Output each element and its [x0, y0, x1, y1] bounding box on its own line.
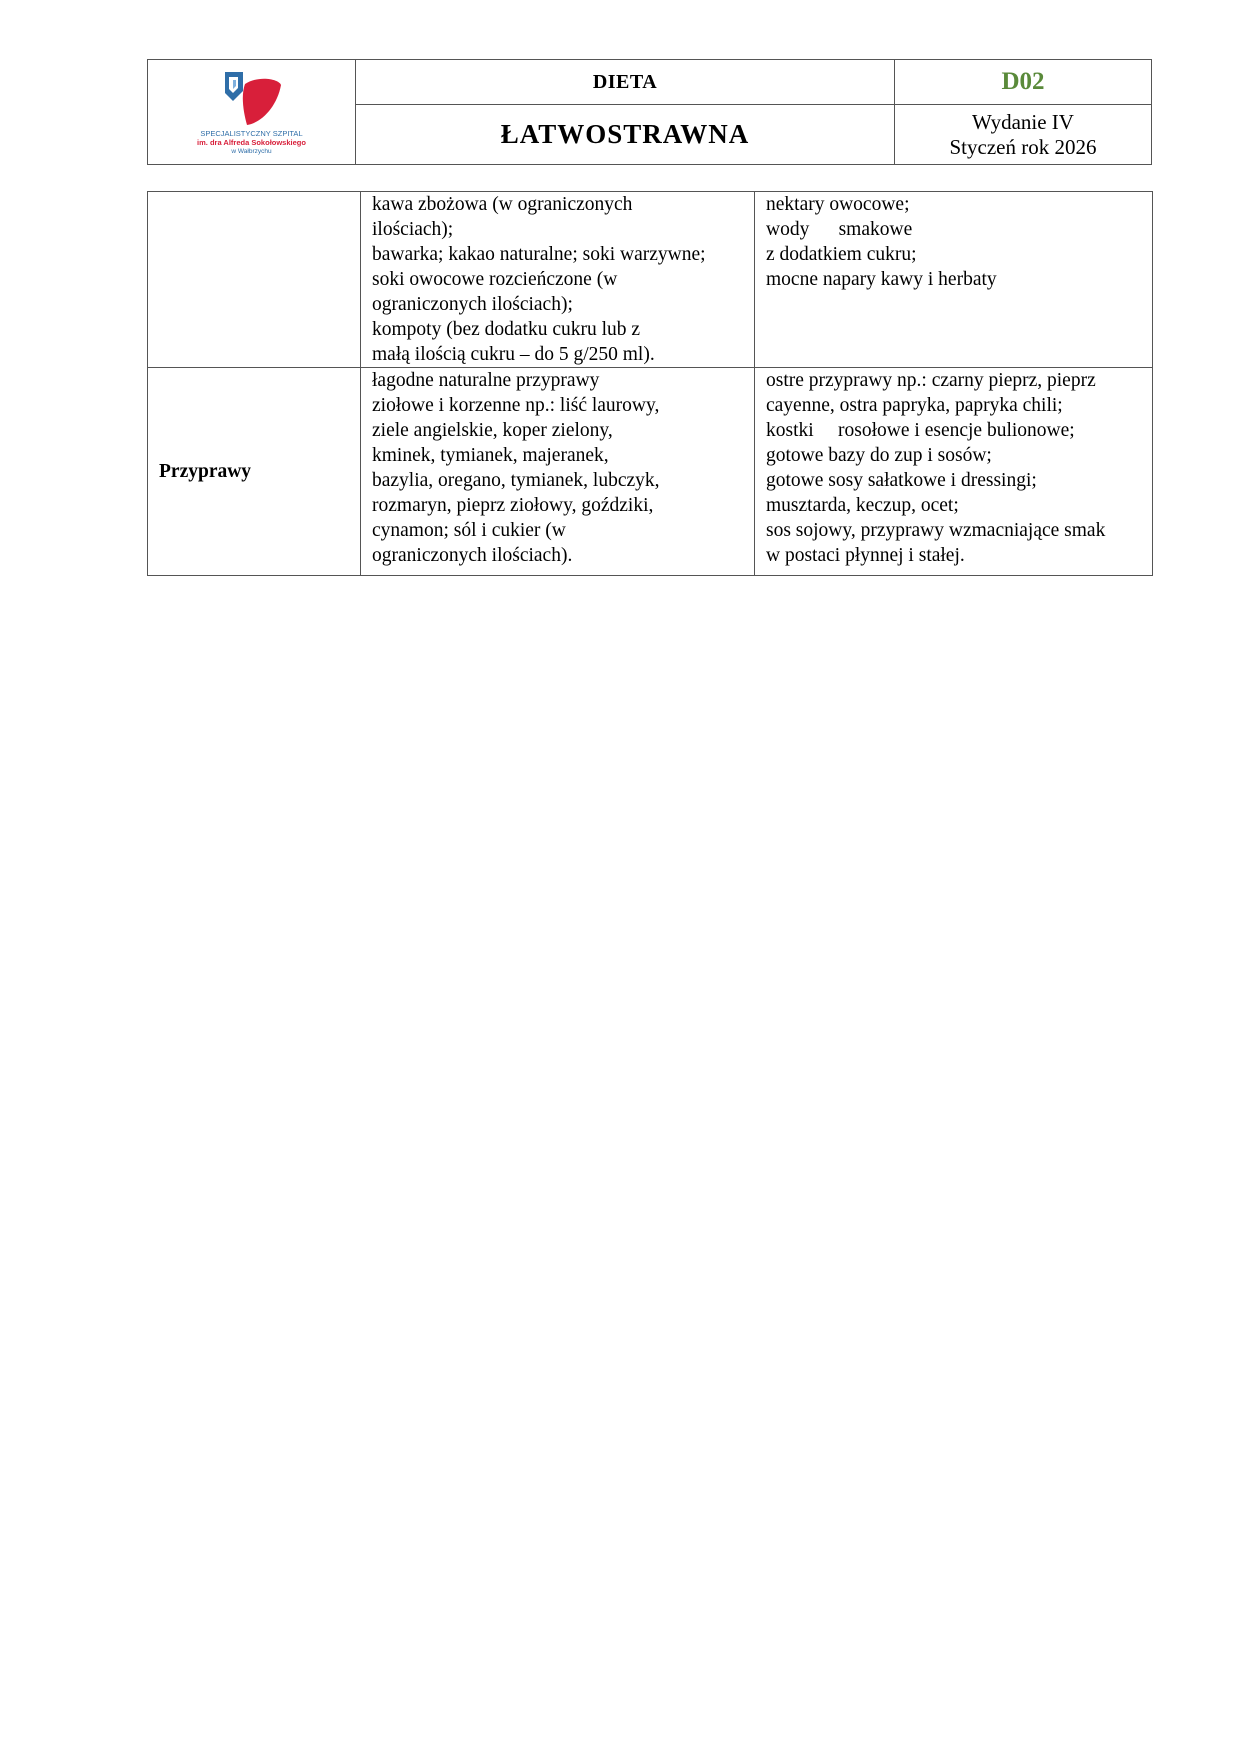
edition-number: Wydanie IV [972, 109, 1074, 134]
allowed-line: soki owocowe rozcieńczone (w [372, 269, 618, 290]
document-code: D02 [895, 60, 1152, 105]
diet-content-table [147, 191, 1153, 576]
forbidden-line: z dodatkiem cukru; [766, 244, 917, 265]
edition-date: Styczeń rok 2026 [949, 134, 1097, 159]
allowed-line: cynamon; sól i cukier (w [372, 520, 566, 541]
forbidden-line: ostre przyprawy np.: czarny pieprz, pieprz [766, 370, 1096, 391]
allowed-line: ograniczonych ilościach). [372, 545, 573, 566]
allowed-line: kawa zbożowa (w ograniczonych [372, 194, 633, 215]
forbidden-line: gotowe sosy sałatkowe i dressingi; [766, 470, 1037, 491]
edition-info [895, 105, 1152, 165]
table-row [148, 368, 1153, 576]
allowed-line: ziele angielskie, koper zielony, [372, 420, 613, 441]
hospital-emblem-icon [221, 69, 283, 127]
category-cell: Przyprawy [148, 368, 361, 576]
table-row [148, 192, 1153, 368]
allowed-line: rozmaryn, pieprz ziołowy, goździki, [372, 495, 654, 516]
allowed-products-cell [361, 368, 755, 576]
allowed-products-cell [361, 192, 755, 368]
category-cell [148, 192, 361, 368]
forbidden-line: gotowe bazy do zup i sosów; [766, 445, 992, 466]
allowed-line: ilościach); [372, 219, 454, 240]
forbidden-line: wody smakowe [766, 219, 913, 240]
forbidden-line: cayenne, ostra papryka, papryka chili; [766, 395, 1063, 416]
document-header [147, 59, 1152, 165]
forbidden-line: nektary owocowe; [766, 194, 910, 215]
diet-title: ŁATWOSTRAWNA [356, 105, 895, 165]
forbidden-products-cell [755, 192, 1153, 368]
logo-text-line2: im. dra Alfreda Sokołowskiego [197, 137, 306, 147]
hospital-logo [148, 60, 355, 164]
logo-text-line3: w Wałbrzychu [231, 147, 272, 155]
forbidden-line: w postaci płynnej i stałej. [766, 545, 965, 566]
logo-cell [148, 60, 356, 165]
allowed-line: bazylia, oregano, tymianek, lubczyk, [372, 470, 660, 491]
allowed-line: kminek, tymianek, majeranek, [372, 445, 609, 466]
diet-label: DIETA [356, 60, 895, 105]
forbidden-line: mocne napary kawy i herbaty [766, 269, 997, 290]
allowed-line: bawarka; kakao naturalne; soki warzywne; [372, 244, 706, 265]
allowed-line: kompoty (bez dodatku cukru lub z [372, 319, 641, 340]
allowed-line: ziołowe i korzenne np.: liść laurowy, [372, 395, 660, 416]
forbidden-line: sos sojowy, przyprawy wzmacniające smak [766, 520, 1106, 541]
allowed-line: łagodne naturalne przyprawy [372, 370, 600, 391]
allowed-line: ograniczonych ilościach); [372, 294, 573, 315]
logo-text-line1: SPECJALISTYCZNY SZPITAL [200, 128, 303, 138]
forbidden-line: kostki rosołowe i esencje bulionowe; [766, 420, 1075, 441]
forbidden-products-cell [755, 368, 1153, 576]
forbidden-line: musztarda, keczup, ocet; [766, 495, 959, 516]
allowed-line: małą ilością cukru – do 5 g/250 ml). [372, 344, 655, 365]
